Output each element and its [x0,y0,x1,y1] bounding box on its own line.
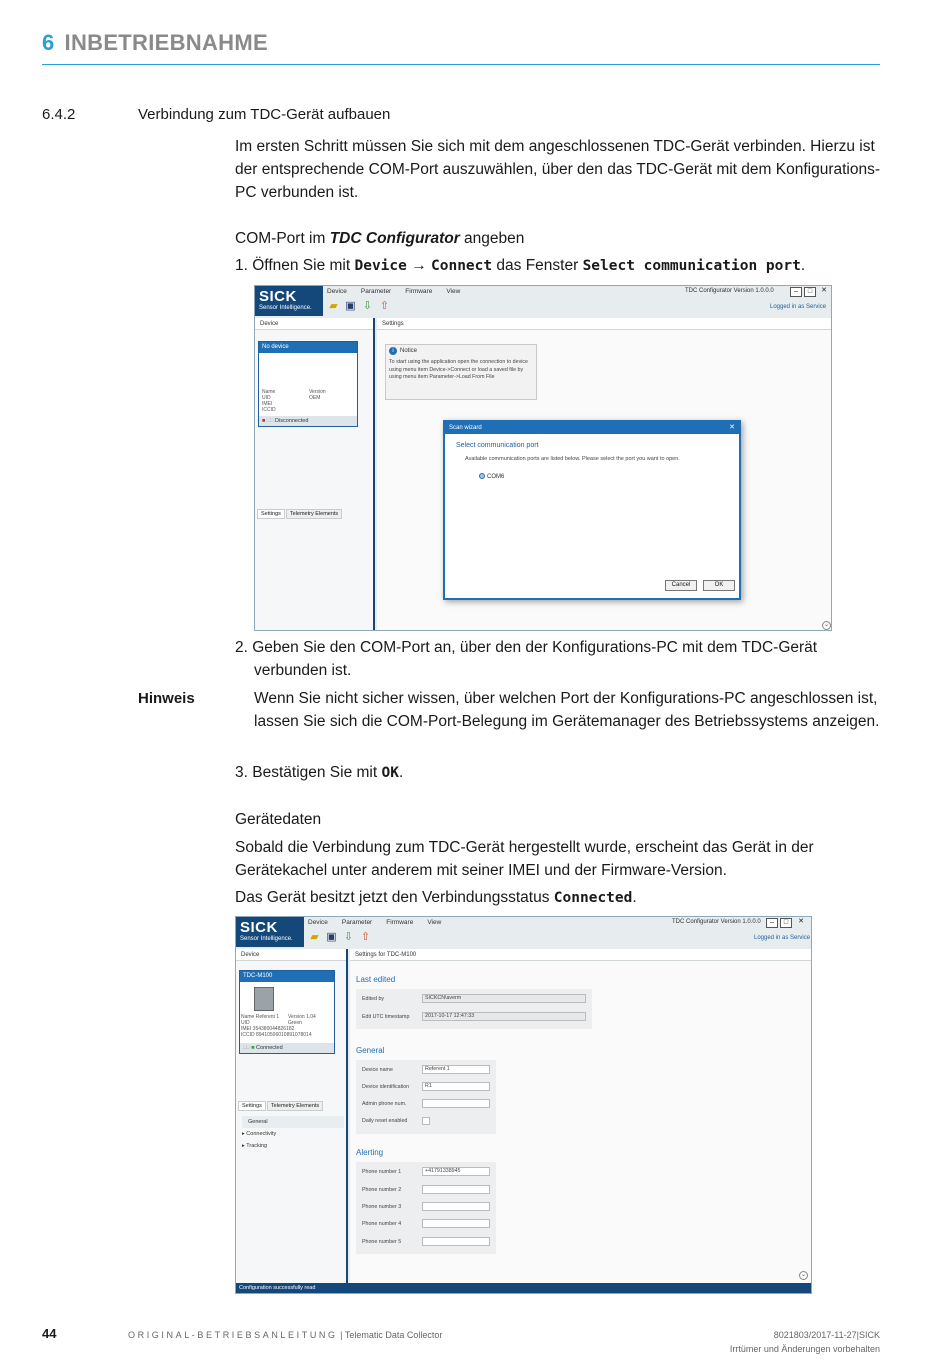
download-icon[interactable]: ⇩ [343,931,354,943]
paragraph-connected [235,886,885,910]
subheading-part: COM-Port im [235,230,330,247]
maximize-button[interactable]: □ [780,918,792,928]
device-tile-title: No device [259,342,357,353]
download-icon[interactable]: ⇩ [362,300,373,312]
step-number: 1. [235,257,248,274]
note-label: Hinweis [138,690,195,707]
logged-in-label: Logged in as Service [770,304,827,310]
general-form [356,1060,496,1134]
connection-status [240,1043,334,1053]
toolbar [308,931,372,944]
tree-item-connectivity[interactable] [242,1128,344,1140]
settings-tree [242,1116,344,1152]
utc-field: 2017-10-17 12:47:33 [422,1012,586,1021]
version-label: TDC Configurator Version 1.0.0.0 [685,288,774,294]
chevron-right-icon: ▸ [242,1143,245,1149]
settings-pane-header: Settings [377,318,832,330]
admin-phone-field[interactable] [422,1099,490,1108]
edited-by-label: Edited by [362,996,385,1002]
device-pane-header: Device [236,949,346,961]
tile-version-label: Version [309,389,326,395]
settings-pane [377,318,832,631]
close-icon[interactable]: ✕ [798,918,804,925]
device-tile-title: TDC-M100 [240,971,334,982]
device-tile[interactable] [258,341,358,427]
menu-item-parameter[interactable]: Parameter [360,288,392,295]
footer-separator: | [337,1330,345,1340]
tile-version-value: OEM [309,395,321,401]
close-icon[interactable]: ✕ [821,287,827,294]
settings-tabs [257,509,343,519]
sick-logo [255,286,323,316]
status-bar: Configuration successfully read [236,1283,811,1293]
note-text: Wenn Sie nicht sicher wissen, über welchen Port der Konfigurations-PC angeschlossen ist, lassen Sie sich die COM-Port-Belegung im Gerätemanager des Betriebssystems anzeigen. [254,690,880,730]
toolbar [327,300,391,313]
phone-3-field[interactable] [422,1202,490,1211]
utc-label: Edit UTC timestamp [362,1014,410,1020]
header-rule [42,64,880,65]
tile-iccid-label: ICCID [262,407,276,413]
status-text: Disconnected [275,418,309,424]
tree-item-tracking[interactable] [242,1140,344,1152]
phone-4-field[interactable] [422,1219,490,1228]
open-folder-icon[interactable]: ▰ [310,931,319,943]
step-2 [235,636,885,682]
dialog-title: Scan wizard [449,425,482,431]
ok-button[interactable]: OK [703,580,735,591]
connection-status [259,416,357,426]
menu-bar [308,919,455,926]
window-name: Select communication port [582,258,801,274]
dialog-subtext: Available communication ports are listed below. Please select the port you want to open. [465,456,680,462]
tab-telemetry[interactable]: Telemetry Elements [267,1101,323,1111]
menu-item-firmware[interactable]: Firmware [386,919,414,926]
close-icon[interactable]: ✕ [729,424,735,431]
info-icon: i [389,347,397,355]
device-pane [255,318,375,631]
tab-settings[interactable]: Settings [238,1101,266,1111]
tile-name-label: Name [262,389,276,395]
menu-item-device[interactable]: Device [308,919,328,926]
para-text: . [632,889,637,906]
chevron-down-icon[interactable]: ⌄ [800,1272,807,1278]
doc-number: 8021803/2017-11-27|SICK [773,1330,880,1340]
tile-iccid: ICCID 89410506010891078014 [241,1032,312,1038]
edited-by-field: SICKCN\averm [422,994,586,1003]
logo-subtext: Sensor Intelligence. [240,936,293,942]
device-name-label: Device name [362,1067,393,1073]
chevron-down-icon[interactable]: ⌄ [823,622,830,628]
upload-icon[interactable]: ⇧ [360,931,371,943]
notice-title: Notice [400,348,418,354]
chapter-title: INBETRIEBNAHME [64,30,268,55]
phone-1-label: Phone number 1 [362,1169,402,1175]
port-label: COM6 [487,474,505,480]
step-text: Öffnen Sie mit [252,257,355,274]
scan-wizard-dialog [443,420,741,600]
intro-paragraph: Im ersten Schritt müssen Sie sich mit dem angeschlossenen TDC-Gerät verbinden. Hierzu ist der entsprechende COM-Port auszuwählen, über den das TDC-Gerät mit dem Konfigurations-PC verbunden ist. [235,138,880,201]
daily-reset-label: Daily reset enabled [362,1118,408,1124]
tile-imei: IMEI 354380044826182 [241,1026,295,1032]
step-text: Bestätigen Sie mit [252,764,382,781]
tab-telemetry[interactable]: Telemetry Elements [286,509,342,519]
phone-4-label: Phone number 4 [362,1221,402,1227]
subheading-app-name: TDC Configurator [329,230,460,247]
phone-2-field[interactable] [422,1185,490,1194]
step-1 [235,254,885,278]
chapter-number: 6 [42,30,55,55]
footer-doc-info [128,1330,442,1340]
tile-state: Green [288,1020,302,1026]
upload-icon[interactable]: ⇧ [379,300,390,312]
daily-reset-checkbox[interactable] [422,1117,430,1125]
group-general: General [356,1046,385,1055]
tile-imei-label: IMEI [262,401,273,407]
tile-name: Name Referent 1 [241,1014,280,1020]
dialog-heading: Select communication port [456,442,539,449]
connected-label: Connected [553,890,633,906]
page-number: 44 [42,1326,57,1341]
save-icon[interactable]: ▣ [345,300,356,312]
section-number: 6.4.2 [42,106,76,123]
tree-label: Connectivity [246,1131,277,1137]
settings-tabs [238,1101,324,1111]
subheading-part: angeben [459,230,525,247]
device-pane-header: Device [255,318,373,330]
status-text: Connected [256,1045,283,1051]
menu-item-firmware[interactable]: Firmware [405,288,433,295]
subheading-device-data: Gerätedaten [235,811,322,828]
phone-5-label: Phone number 5 [362,1239,402,1245]
port-option[interactable] [479,473,504,480]
tile-uid-label: UID [262,395,271,401]
device-id-label: Device identification [362,1084,410,1090]
phone-1-field[interactable]: +41791338945 [422,1167,490,1176]
status-led-off: □□ [266,418,274,424]
sick-logo [236,917,304,947]
phone-5-field[interactable] [422,1237,490,1246]
menu-item-parameter[interactable]: Parameter [341,919,373,926]
menu-item-view[interactable]: View [446,288,461,295]
last-edited-form [356,989,592,1029]
tree-item-general[interactable] [242,1116,344,1128]
status-led-green: ■ [251,1045,255,1051]
phone-2-label: Phone number 2 [362,1187,402,1193]
status-led-red: ■ [262,418,266,424]
cancel-button[interactable]: Cancel [665,580,697,591]
device-tile[interactable] [239,970,335,1054]
menu-item-view[interactable]: View [427,919,442,926]
screenshot-scan-wizard [254,285,832,631]
chevron-right-icon: ▸ [242,1131,245,1137]
step-text: Geben Sie den COM-Port an, über den der Konfigurations-PC mit dem TDC-Gerät verbunden ist. [252,639,818,679]
menu-device: Device [354,258,407,274]
chapter-heading [42,30,268,56]
admin-phone-label: Admin phone num. [362,1101,407,1107]
doc-type: ORIGINAL-BETRIEBSANLEITUNG [128,1330,338,1340]
radio-icon[interactable] [479,473,485,479]
settings-pane-header: Settings for TDC-M100 [350,949,812,961]
device-pane [236,949,348,1283]
device-id-field[interactable]: R1 [422,1082,490,1091]
minimize-button[interactable]: – [766,918,778,928]
product-name: Telematic Data Collector [344,1330,443,1340]
notice-text: To start using the application open the connection to device using menu item Device->Connect or load a saved file by using menu item Parameter->Load From File [389,359,528,380]
dialog-titlebar [445,422,739,434]
open-folder-icon[interactable]: ▰ [329,300,338,312]
menu-item-device[interactable]: Device [327,288,347,295]
arrow-icon: → [411,257,427,274]
phone-3-label: Phone number 3 [362,1204,402,1210]
disclaimer: Irrtümer und Änderungen vorbehalten [729,1344,880,1354]
step-text: das Fenster [492,257,583,274]
maximize-button[interactable]: □ [804,287,816,297]
logo-subtext: Sensor Intelligence. [259,305,312,311]
step-text: . [800,257,806,274]
device-image [254,987,274,1011]
notice-box [385,344,537,400]
subheading-com-port [235,227,885,250]
screenshot-connected-device [235,916,812,1294]
tab-settings[interactable]: Settings [257,509,285,519]
step-3 [235,761,885,785]
logged-in-label: Logged in as Service [754,935,811,941]
section-title: Verbindung zum TDC-Gerät aufbauen [138,106,391,123]
step-number: 3. [235,764,248,781]
logo-text: SICK [240,919,278,936]
group-alerting: Alerting [356,1148,384,1157]
device-name-field[interactable]: Referent 1 [422,1065,490,1074]
save-icon[interactable]: ▣ [326,931,337,943]
tree-label: General [248,1119,268,1125]
alerting-form [356,1162,496,1254]
group-last-edited: Last edited [356,975,396,984]
para-text: Das Gerät besitzt jetzt den Verbindungsstatus [235,889,554,906]
menu-connect: Connect [431,258,493,274]
status-led-off: □□ [243,1045,250,1051]
ok-label: OK [381,765,399,781]
step-number: 2. [235,639,248,656]
step-text: . [398,764,404,781]
logo-text: SICK [259,288,297,305]
tree-label: Tracking [246,1143,268,1149]
paragraph-device-tile: Sobald die Verbindung zum TDC-Gerät hergestellt wurde, erscheint das Gerät in der Gerätekachel unter anderem mit seiner IMEI und der Firmware-Version. [235,839,814,879]
menu-bar [327,288,474,295]
version-label: TDC Configurator Version 1.0.0.0 [672,919,761,925]
tile-version: Version 1.04 [288,1014,316,1020]
minimize-button[interactable]: – [790,287,802,297]
tile-uid: UID [241,1020,250,1026]
